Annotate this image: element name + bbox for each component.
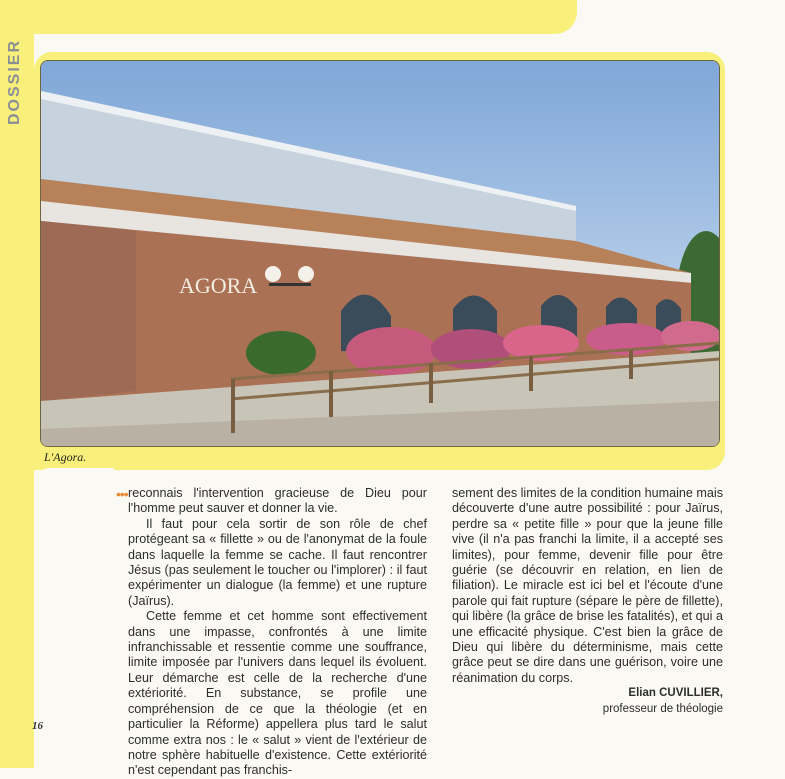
text-column-2: [452, 486, 723, 717]
paragraph: Il faut pour cela sortir de son rôle de chef protégeant sa « fillette » ou de l'anonymat de la foule dans laquelle la femme se cache. Il faut rencontrer Jésus (pas seulement le toucher ou l'implorer) : il faut expérimenter un dialogue (la femme) et une rupture (Jaïrus).: [128, 516, 427, 608]
text-column-1: [128, 486, 427, 779]
top-yellow-band: [0, 0, 577, 34]
author-name: Elian CUVILLIER,: [628, 687, 723, 700]
page-number: 16: [32, 720, 43, 732]
building-illustration: [41, 61, 719, 446]
paragraph: Cette femme et cet homme sont effectivement dans une impasse, confrontés à une limite infranchissable et ressentie comme une souffrance, limite imposée par l'univers dans lequel ils évoluent. Leur démarche est celle de la recherche d'une extériorité. En substance, se profile une compréhension de ce que la théologie (et en particulier la Réforme) appellera plus tard le salut comme extra nos : le « salut » vient de l'extérieur de notre sphère habituelle d'existence. Cette extériorité n'est cependant pas franchis-: [128, 609, 427, 778]
agora-sign: AGORA: [179, 273, 258, 298]
text-area-corner: [34, 468, 114, 768]
author-title: professeur de théologie: [602, 702, 723, 715]
photo-caption: L'Agora.: [44, 450, 87, 464]
paragraph: reconnais l'intervention gracieuse de Dieu pour l'homme peut sauver et donner la vie.: [128, 486, 427, 516]
continuation-bullets: •••: [116, 486, 128, 502]
section-label: DOSSIER: [6, 39, 23, 126]
paragraph: sement des limites de la condition humaine mais découverte d'une autre possibilité : pour Jaïrus, perdre sa « petite fille » pour que la jeune fille vive (il n'a pas franchi la limite, il a accepté ses limites), pour femme, devenir fille pour être guérie (se découvrir en relation, en lien de filiation). Le miracle est ici bel et l'écoute d'une parole qui fait rupture (sépare le père de fillette), qui libère (la grâce de brise les fatalités), et qui a une efficacité physique. C'est bien la grâce de Dieu qui libère du déterminisme, mais cette grâce peut se dire dans une guérison, voire une réanimation du corps.: [452, 486, 723, 685]
agora-photo: [40, 60, 720, 447]
